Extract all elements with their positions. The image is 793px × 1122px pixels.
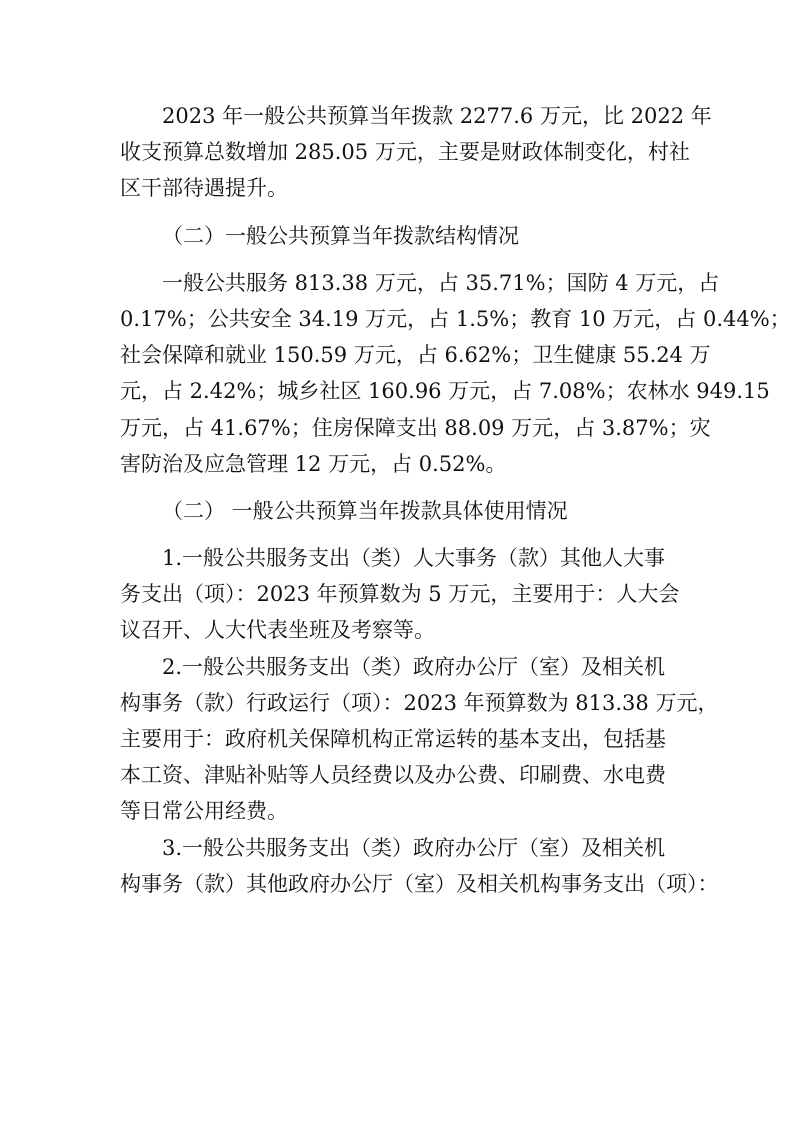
- section-heading-usage: [120, 493, 680, 529]
- text-line: 0.17%；公共安全 34.19 万元，占 1.5%；教育 10 万元，占 0.44%；: [120, 306, 791, 331]
- text-line: 本工资、津贴补贴等人员经费以及办公费、印刷费、水电费: [120, 763, 666, 788]
- text-line: 害防治及应急管理 12 万元，占 0.52%。: [120, 451, 507, 476]
- document-body: [120, 98, 791, 902]
- paragraph-item-1: [120, 540, 680, 649]
- text-line: 构事务（款）行政运行（项）：2023 年预算数为 813.38 万元，: [120, 690, 719, 715]
- text-line: 务支出（项）：2023 年预算数为 5 万元，主要用于：人大会: [120, 582, 680, 607]
- paragraph-budget-summary: [120, 98, 712, 207]
- paragraph-item-3: [120, 830, 719, 902]
- text-line: 议召开、人大代表坐班及考察等。: [120, 618, 435, 643]
- text-line: 2.一般公共服务支出（类）政府办公厅（室）及相关机: [162, 654, 666, 679]
- text-line: 构事务（款）其他政府办公厅（室）及相关机构事务支出（项）：: [120, 871, 719, 896]
- text-line: 收支预算总数增加 285.05 万元，主要是财政体制变化，村社: [120, 140, 690, 165]
- text-line: 万元，占 41.67%；住房保障支出 88.09 万元，占 3.87%；灾: [120, 415, 711, 440]
- text-line: 区干部待遇提升。: [120, 176, 288, 201]
- text-line: 元，占 2.42%；城乡社区 160.96 万元，占 7.08%；农林水 949.15: [120, 379, 770, 404]
- text-line: 1.一般公共服务支出（类）人大事务（款）其他人大事: [162, 546, 666, 571]
- text-line: 社会保障和就业 150.59 万元，占 6.62%；卫生健康 55.24 万: [120, 343, 711, 368]
- text-line: 等日常公用经费。: [120, 799, 288, 824]
- heading-line: （二） 一般公共预算当年拨款具体使用情况: [162, 498, 568, 523]
- section-heading-structure: [120, 218, 680, 254]
- heading-line: （二）一般公共预算当年拨款结构情况: [162, 223, 519, 248]
- text-line: 一般公共服务 813.38 万元，占 35.71%；国防 4 万元，占: [162, 270, 720, 295]
- text-line: 主要用于：政府机关保障机构正常运转的基本支出，包括基: [120, 727, 666, 751]
- paragraph-item-2: [120, 649, 719, 830]
- text-line: 2023 年一般公共预算当年拨款 2277.6 万元，比 2022 年: [162, 104, 712, 128]
- paragraph-structure-breakdown: [120, 265, 791, 482]
- text-line: 3.一般公共服务支出（类）政府办公厅（室）及相关机: [162, 835, 666, 860]
